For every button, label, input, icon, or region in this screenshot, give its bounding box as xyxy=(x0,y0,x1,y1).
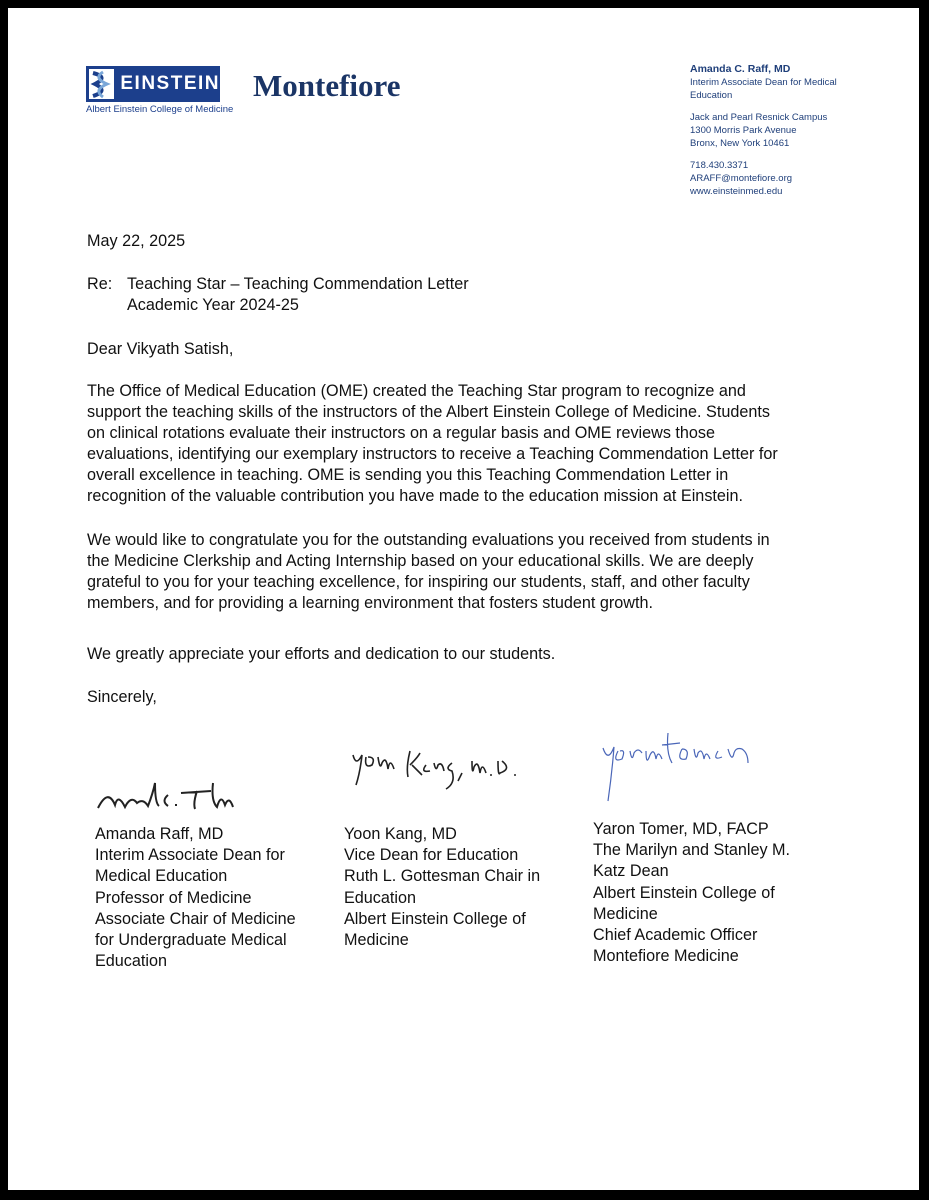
text-line: evaluations, identifying our exemplary instructors to receive a Teaching Commendation Letter for xyxy=(87,445,778,463)
text-line: on clinical rotations evaluate their instructors on a regular basis and OME reviews those xyxy=(87,424,716,442)
einstein-logo-word: EINSTEIN xyxy=(120,73,220,94)
signature-tomer xyxy=(598,723,798,808)
paragraph-3: We greatly appreciate your efforts and dedication to our students. xyxy=(87,645,556,663)
re-line: Academic Year 2024-25 xyxy=(127,296,299,314)
letter-date: May 22, 2025 xyxy=(87,232,186,250)
text-line: We would like to congratulate you for the outstanding evaluations you received from students in xyxy=(87,531,770,549)
signatory-line: Interim Associate Dean for xyxy=(95,846,285,865)
signatory-line: Associate Chair of Medicine xyxy=(95,909,296,928)
signatory-line: Medicine xyxy=(593,904,658,923)
signatory-line: Albert Einstein College of xyxy=(344,909,526,928)
signatory-raff xyxy=(95,824,296,972)
paragraph-2 xyxy=(87,530,770,614)
closing: Sincerely, xyxy=(87,688,157,706)
paragraph-1 xyxy=(87,381,778,507)
signatory-kang xyxy=(344,824,540,951)
signatory-line: Yoon Kang, MD xyxy=(344,825,457,843)
signatory-line: Medicine xyxy=(344,931,409,950)
signatory-tomer xyxy=(593,819,790,967)
sender-title: Interim Associate Dean for Medical xyxy=(690,77,837,88)
signatory-line: Yaron Tomer, MD, FACP xyxy=(593,820,769,838)
salutation: Dear Vikyath Satish, xyxy=(87,340,234,358)
text-line: the Medicine Clerkship and Acting Internship based on your educational skills. We are deeply xyxy=(87,552,754,570)
signatory-line: Katz Dean xyxy=(593,862,669,881)
signatory-line: Education xyxy=(344,888,416,907)
einstein-logo-subtitle: Albert Einstein College of Medicine xyxy=(86,104,234,115)
signatory-line: Albert Einstein College of xyxy=(593,883,775,902)
signatory-line: Professor of Medicine xyxy=(95,888,252,907)
signatory-line: Chief Academic Officer xyxy=(593,926,758,945)
signature-raff xyxy=(93,773,293,823)
sender-block xyxy=(690,63,837,198)
address-line: 1300 Morris Park Avenue xyxy=(690,125,797,136)
text-line: grateful to you for your teaching excellence, for inspiring our students, staff, and other faculty xyxy=(87,573,750,591)
text-line: The Office of Medical Education (OME) created the Teaching Star program to recognize and xyxy=(87,382,746,400)
address-line: Jack and Pearl Resnick Campus xyxy=(690,112,828,123)
signatory-line: Amanda Raff, MD xyxy=(95,825,224,843)
text-line: support the teaching skills of the instructors of the Albert Einstein College of Medicine. Students xyxy=(87,403,770,421)
signatory-line: for Undergraduate Medical xyxy=(95,931,287,950)
address-line: Bronx, New York 10461 xyxy=(690,138,790,149)
signatory-line: Ruth L. Gottesman Chair in xyxy=(344,867,541,886)
montefiore-logo: Montefiore xyxy=(253,68,401,103)
signatory-line: The Marilyn and Stanley M. xyxy=(593,841,791,860)
text-line: members, and for providing a learning environment that fosters student growth. xyxy=(87,594,653,612)
re-label: Re: xyxy=(87,275,113,293)
signatory-line: Vice Dean for Education xyxy=(344,846,519,865)
email-link[interactable]: ARAFF@montefiore.org xyxy=(690,173,793,184)
signature-kang xyxy=(348,743,548,803)
signatory-line: Montefiore Medicine xyxy=(593,947,739,966)
sender-name: Amanda C. Raff, MD xyxy=(690,63,791,75)
letter-page xyxy=(8,8,919,1190)
signatory-line: Medical Education xyxy=(95,867,228,886)
text-line: recognition of the valuable contribution you have made to the education mission at Einstein. xyxy=(87,487,744,505)
einstein-logo-mark-icon xyxy=(89,69,114,99)
re-line: Teaching Star – Teaching Commendation Letter xyxy=(127,275,469,293)
einstein-logo xyxy=(86,66,220,102)
signatory-line: Education xyxy=(95,952,167,971)
website-link[interactable]: www.einsteinmed.edu xyxy=(690,186,783,197)
phone: 718.430.3371 xyxy=(690,160,749,171)
sender-title: Education xyxy=(690,90,733,101)
re-subject xyxy=(127,274,469,316)
text-line: overall excellence in teaching. OME is sending you this Teaching Commendation Letter in xyxy=(87,466,729,484)
